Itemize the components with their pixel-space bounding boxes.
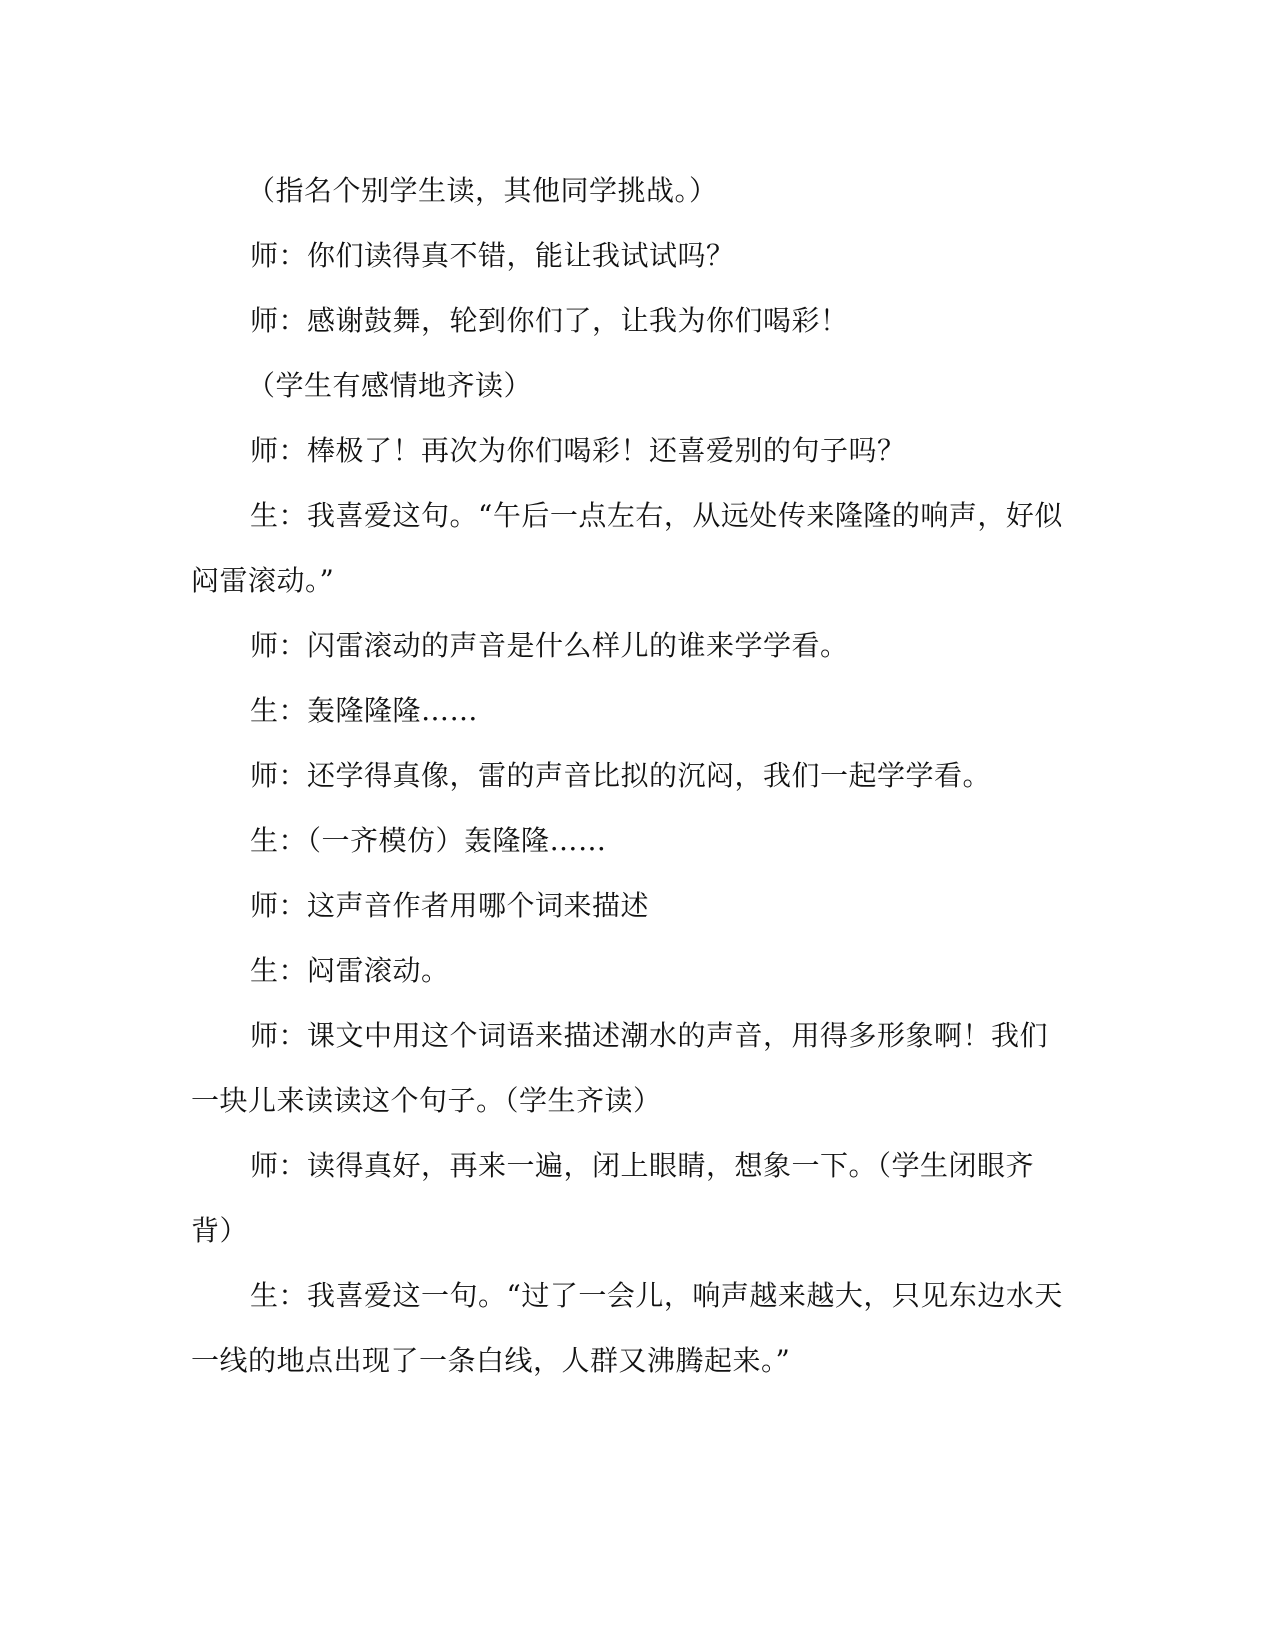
paragraph-line: 师：闪雷滚动的声音是什么样儿的谁来学学看。 (250, 629, 849, 662)
paragraph-line: 生：（一齐模仿）轰隆隆…… (250, 824, 607, 857)
document-body (191, 158, 1081, 1393)
paragraph-line: 闷雷滚动。” (191, 564, 335, 597)
paragraph-line: 师：还学得真像，雷的声音比拟的沉闷，我们一起学学看。 (250, 759, 992, 792)
paragraph-line: 生：轰隆隆隆…… (250, 694, 479, 727)
paragraph-line: （指名个别学生读，其他同学挑战。） (247, 174, 718, 207)
paragraph-line: 师：课文中用这个词语来描述潮水的声音，用得多形象啊！我们 (250, 1019, 1049, 1052)
paragraph-line: 师：你们读得真不错，能让我试试吗？ (250, 239, 735, 272)
paragraph-line: 背） (191, 1214, 249, 1247)
paragraph-line: 一线的地点出现了一条白线，人群又沸腾起来。” (191, 1344, 791, 1377)
paragraph-line: （学生有感情地齐读） (247, 369, 533, 402)
paragraph-line: 生：我喜爱这句。“午后一点左右，从远处传来隆隆的响声，好似 (250, 499, 1063, 532)
paragraph-line: 师：这声音作者用哪个词来描述 (250, 889, 650, 922)
paragraph-line: 生：我喜爱这一句。“过了一会儿，响声越来越大，只见东边水天 (250, 1279, 1063, 1312)
paragraph-line: 一块儿来读读这个句子。（学生齐读） (191, 1084, 662, 1117)
paragraph-line: 生：闷雷滚动。 (250, 954, 450, 987)
paragraph-line: 师：感谢鼓舞，轮到你们了，让我为你们喝彩！ (250, 304, 849, 337)
paragraph-line: 师：棒极了！再次为你们喝彩！还喜爱别的句子吗？ (250, 434, 906, 467)
paragraph-line: 师：读得真好，再来一遍，闭上眼睛，想象一下。（学生闭眼齐 (250, 1149, 1035, 1182)
